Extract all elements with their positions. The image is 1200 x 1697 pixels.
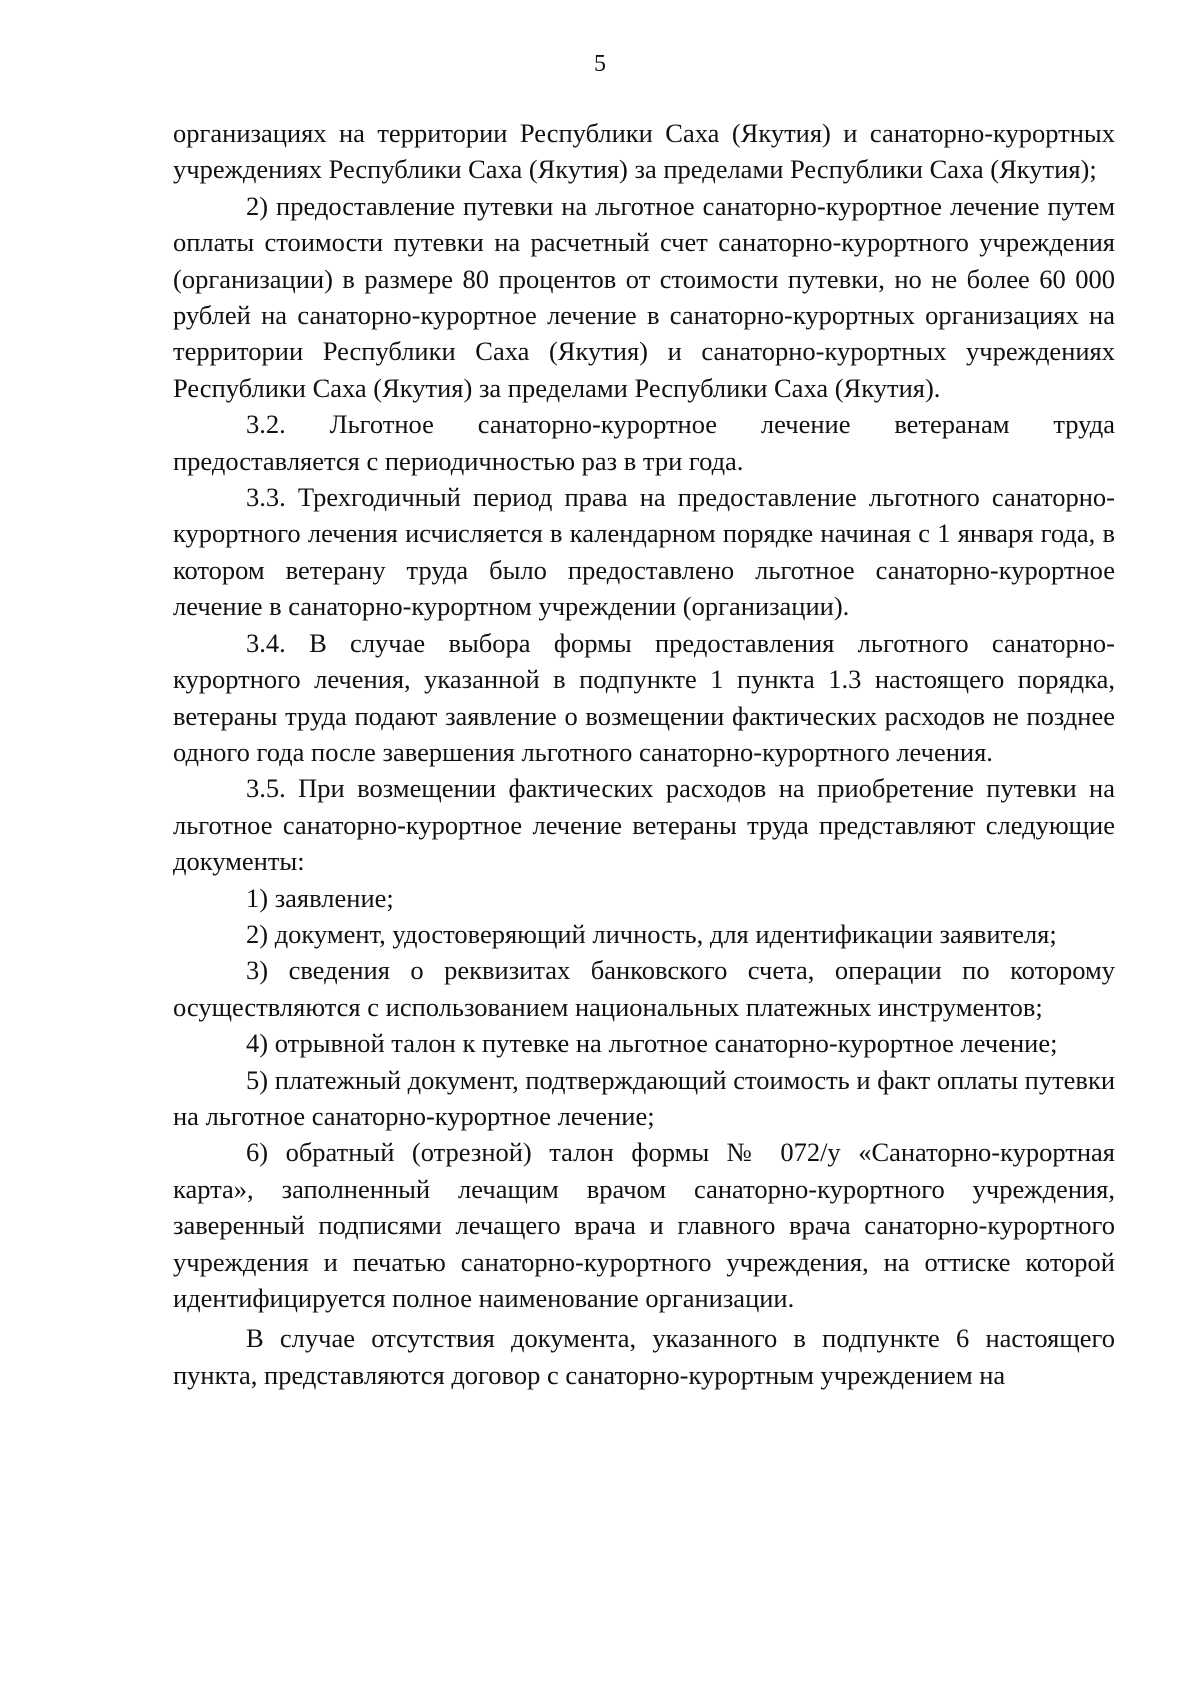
paragraph-3-2: 3.2. Льготное санаторно-курортное лечение ветеранам труда предоставляется с периодичностью раз в три года. bbox=[173, 409, 1115, 476]
paragraph-missing-document: В случае отсутствия документа, указанного в подпункте 6 настоящего пункта, представляются договор с санаторно-курортным учреждением на bbox=[173, 1323, 1115, 1390]
paragraph-continued: организациях на территории Республики Саха (Якутия) и санаторно-курортных учреждениях Республики Саха (Якутия) за пределами Республики Саха (Якутия); bbox=[173, 118, 1115, 185]
paragraph-3-4: 3.4. В случае выбора формы предоставления льготного санаторно-курортного лечения, указанной в подпункте 1 пункта 1.3 настоящего порядка, ветераны труда подают заявление о возмещении фактических расходов не позднее одного года после завершения льготного санаторно-курортного лечения. bbox=[173, 627, 1115, 767]
paragraph-3-5: 3.5. При возмещении фактических расходов на приобретение путевки на льготное санаторно-курортное лечение ветераны труда представляют следующие документы: bbox=[173, 773, 1115, 877]
list-item-6: 6) обратный (отрезной) талон формы № 072/у «Санаторно-курортная карта», заполненный лечащим врачом санаторно-курортного учреждения, заверенный подписями лечащего врача и главного врача санаторно-курортного учреждения и печатью санаторно-курортного учреждения, на оттиске которой идентифицируется полное наименование организации. bbox=[173, 1137, 1115, 1313]
list-item-5: 5) платежный документ, подтверждающий стоимость и факт оплаты путевки на льготное санаторно-курортное лечение; bbox=[173, 1064, 1115, 1131]
list-item-4: 4) отрывной талон к путевке на льготное санаторно-курортное лечение; bbox=[246, 1028, 1058, 1059]
page-number: 5 bbox=[594, 51, 606, 77]
paragraph-3-3: 3.3. Трехгодичный период права на предоставление льготного санаторно-курортного лечения исчисляется в календарном порядке начиная с 1 января года, в котором ветерану труда было предоставлено льготное санаторно-курортное лечение в санаторно-курортном учреждении (организации). bbox=[173, 482, 1115, 622]
document-body bbox=[173, 115, 1115, 1393]
list-item-2: 2) документ, удостоверяющий личность, для идентификации заявителя; bbox=[246, 918, 1057, 949]
paragraph-item-2: 2) предоставление путевки на льготное санаторно-курортное лечение путем оплаты стоимости путевки на расчетный счет санаторно-курортного учреждения (организации) в размере 80 процентов от стоимости путевки, но не более 60 000 рублей на санаторно-курортное лечение в санаторно-курортных организациях на территории Республики Саха (Якутия) и санаторно-курортных учреждениях Республики Саха (Якутия) за пределами Республики Саха (Якутия). bbox=[173, 190, 1115, 403]
list-item-1: 1) заявление; bbox=[246, 882, 394, 913]
list-item-3: 3) сведения о реквизитах банковского счета, операции по которому осуществляются с использованием национальных платежных инструментов; bbox=[173, 955, 1115, 1022]
